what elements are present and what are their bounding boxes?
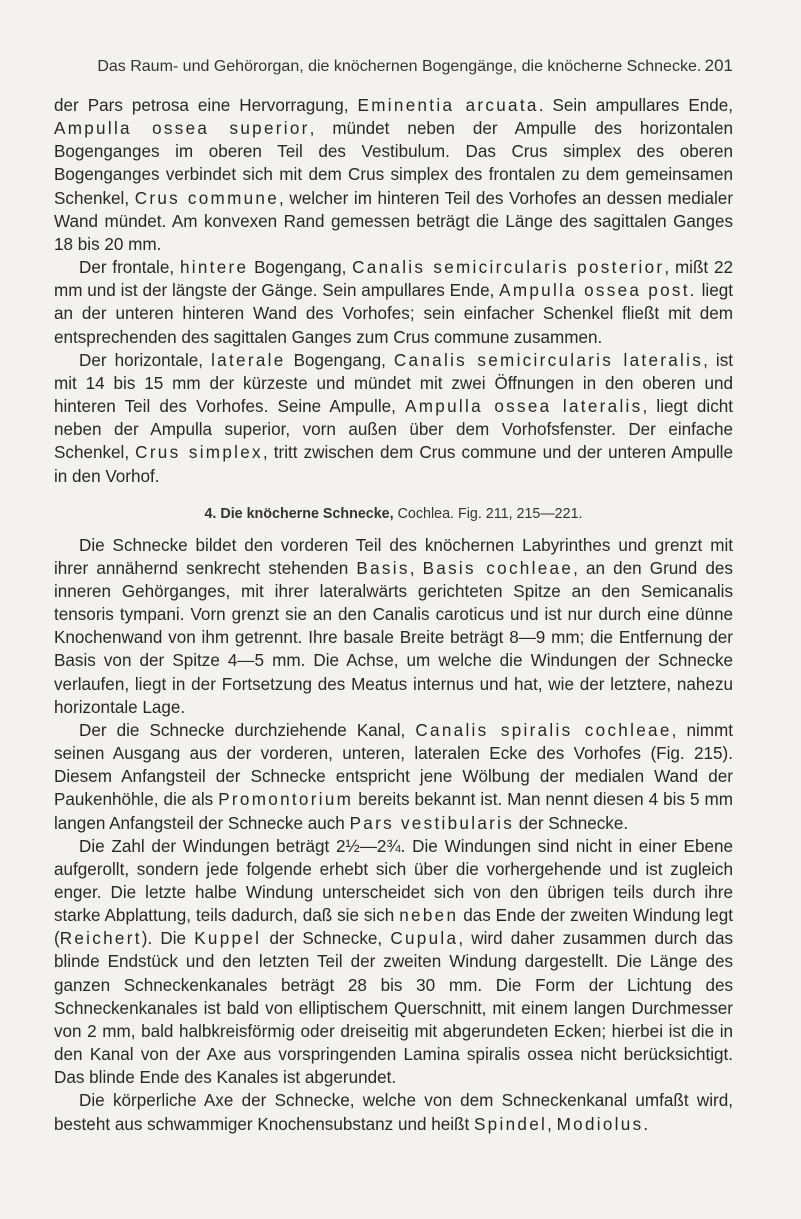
running-header — [54, 56, 733, 76]
paragraph-7: Die körperliche Axe der Schnecke, welche von dem Schneckenkanal umfaßt wird, besteht aus schwammiger Knochensubstanz und heißt Spindel, Modiolus. — [54, 1091, 733, 1134]
paragraph-5: Der die Schnecke durchziehende Kanal, Canalis spiralis cochleae, nimmt seinen Ausgang aus der vorderen, unteren, lateralen Ecke des Vorhofes (Fig. 215). Diesem Anfangsteil der Schnecke entspricht jene Wölbung der medialen Wand der Paukenhöhle, die als Promontorium bereits bekannt ist. Man nennt diesen 4 bis 5 mm langen Anfangsteil der Schnecke auch Pars vestibularis der Schnecke. — [54, 720, 733, 833]
section-heading: 4. Die knöcherne Schnecke, Cochlea. Fig. 211, 215—221. — [204, 505, 583, 522]
paragraph-1: der Pars petrosa eine Hervorragung, Eminentia arcuata. Sein ampullares Ende, Ampulla ossea superior, mündet neben der Ampulle des horizontalen Bogenganges im oberen Teil des Vestibulum. Das Crus simplex des oberen Bogenganges verbindet sich mit dem Crus simplex des frontalen zu dem gemeinsamen Schenkel, Crus commune, welcher im hinteren Teil des Vorhofes an dessen medialer Wand mündet. Am konvexen Rand gemessen beträgt die Länge des sagittalen Ganges 18 bis 20 mm. — [54, 96, 734, 254]
page-number: 201 — [704, 56, 733, 75]
paragraph-3: Der horizontale, laterale Bogengang, Canalis semicircularis lateralis, ist mit 14 bis 15 mm der kürzeste und mündet mit zwei Öffnungen in den oberen und hinteren Teil des Vorhofes. Seine Ampulle, Ampulla ossea lateralis, liegt dicht neben der Ampulla superior, vorn außen über dem Vorhofsfenster. Der einfache Schenkel, Crus simplex, tritt zwischen dem Crus commune und der unteren Ampulle in den Vorhof. — [54, 350, 734, 486]
paragraph-6: Die Zahl der Windungen beträgt 2½—2¾. Die Windungen sind nicht in einer Ebene aufgerollt, sondern jede folgende erhebt sich über die vorhergehende und ist zugleich enger. Die letzte halbe Windung unterscheidet sich von den übrigen teils durch ihre starke Abplattung, teils dadurch, daß sie sich neben das Ende der zweiten Windung legt (Reichert). Die Kuppel der Schnecke, Cupula, wird daher zusammen durch das blinde Endstück und den letzten Teil der zweiten Windung dargestellt. Die Länge des ganzen Schneckenkanales beträgt 28 bis 30 mm. Die Form der Lichtung des Schneckenkanales ist bald von elliptischem Querschnitt, mit einem langen Durchmesser von 2 mm, bald halbkreisförmig oder dreiseitig mit abgerundeten Ecken; hierbei ist die in den Kanal von der Axe aus vorspringenden Lamina spiralis ossea nicht berücksichtigt. Das blinde Ende des Kanales ist abgerundet. — [54, 836, 733, 1088]
paragraph-2: Der frontale, hintere Bogengang, Canalis semicircularis posterior, mißt 22 mm und ist der längste der Gänge. Sein ampullares Ende, Ampulla ossea post. liegt an der unteren hinteren Wand des Vorhofes; sein einfacher Schenkel fließt mit dem entsprechenden des sagittalen Ganges zum Crus commune zusammen. — [54, 258, 733, 347]
body-text — [54, 94, 733, 1136]
running-title: Das Raum- und Gehörorgan, die knöchernen Bogengänge, die knöcherne Schnecke. — [97, 58, 702, 75]
paragraph-4: Die Schnecke bildet den vorderen Teil des knöchernen Labyrinthes und grenzt mit ihrer annähernd senkrecht stehenden Basis, Basis cochleae, an den Grund des inneren Gehörganges, mit ihrer lateralwärts gerichteten Spitze an den Semicanalis tensoris tympani. Vorn grenzt sie an den Canalis caroticus und ist nur durch eine dünne Knochenwand von ihm getrennt. Ihre basale Breite beträgt 8—9 mm; die Entfernung der Basis von der Spitze 4—5 mm. Die Achse, um welche die Windungen der Schnecke verlaufen, liegt in der Fortsetzung des Meatus internus und hat, wie der letztere, nahezu horizontale Lage. — [54, 535, 733, 717]
